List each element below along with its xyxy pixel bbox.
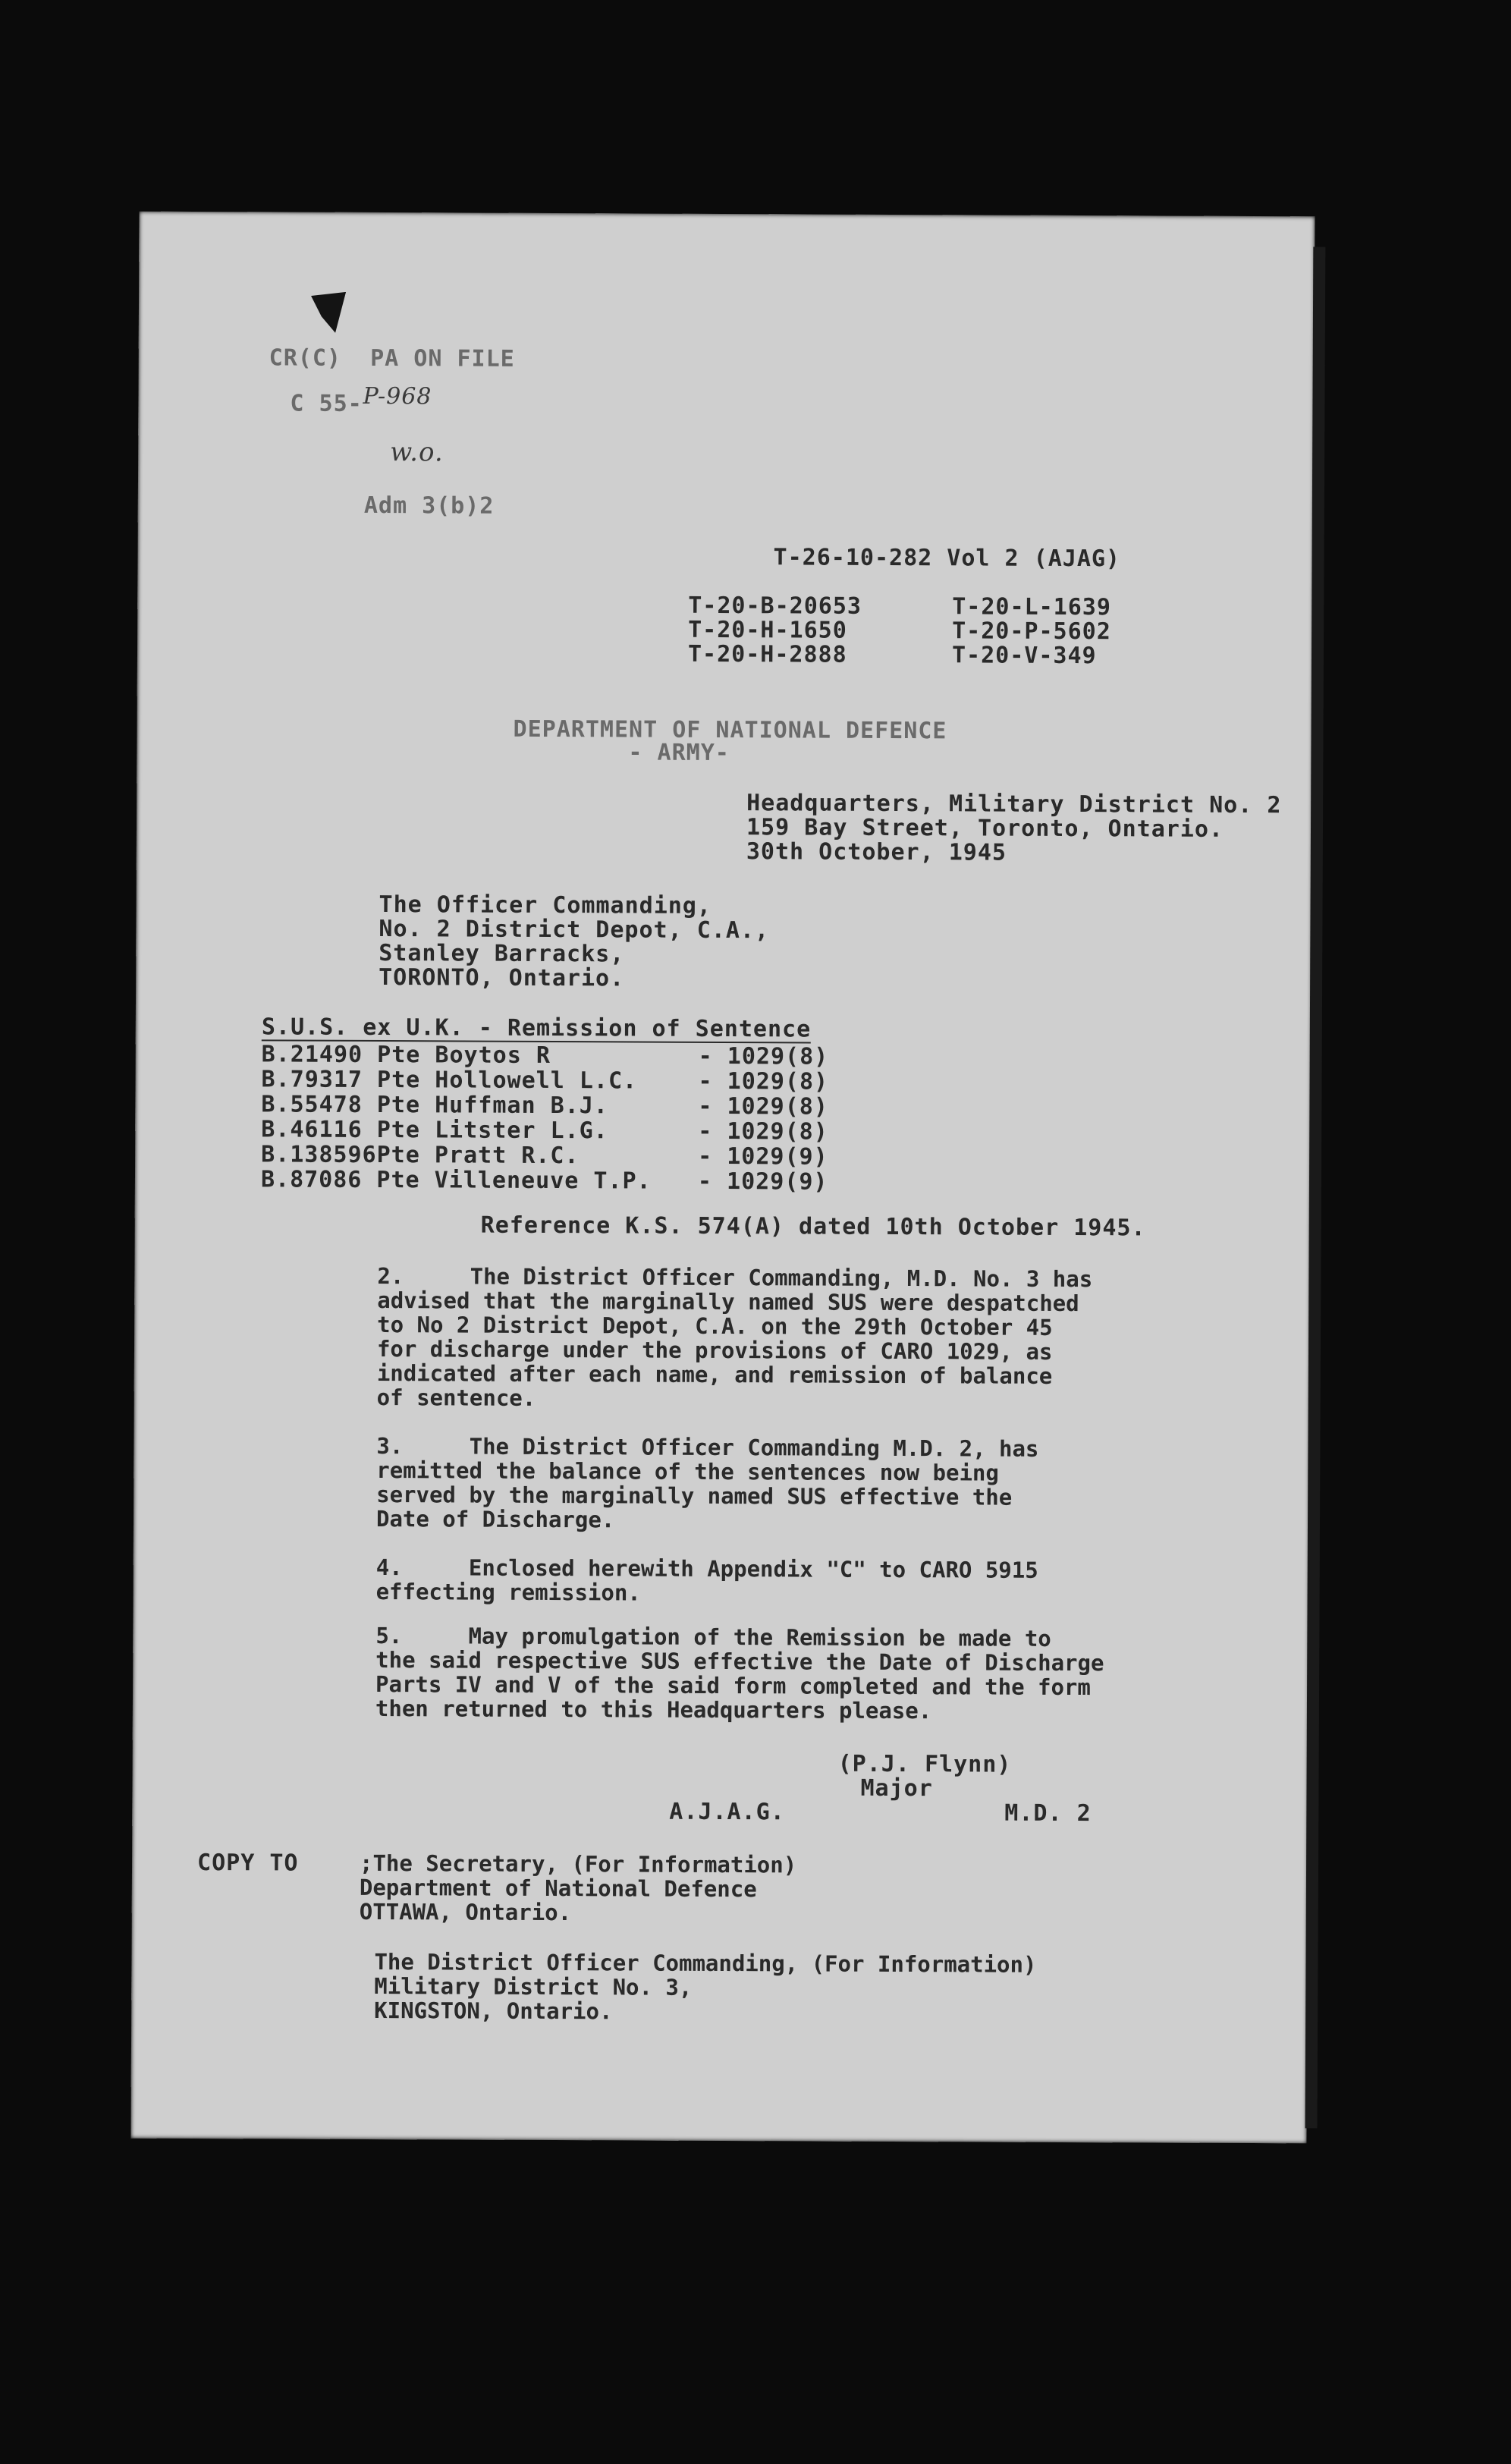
ink-blot (311, 292, 346, 333)
sender-address: 159 Bay Street, Toronto, Ontario. (746, 814, 1224, 843)
file-ref-left-3: T-20-H-2888 (687, 640, 847, 668)
paragraph-3: 3. The District Officer Commanding M.D. 2, has remitted the balance of the sentences now being served by the marginally named SUS effective the Date of Discharge. (375, 1433, 1039, 1533)
paragraph-4: 4. Enclosed herewith Appendix "C" to CARO 5915 effecting remission. (375, 1554, 1038, 1606)
department-heading: DEPARTMENT OF NATIONAL DEFENCE (513, 715, 947, 745)
file-mark-line2: C 55- (290, 390, 363, 417)
subject-title: S.U.S. ex U.K. - Remission of Sentence (261, 1014, 812, 1043)
file-ref-left-2: T-20-H-1650 (688, 616, 847, 644)
addressee-line4: TORONTO, Ontario. (379, 964, 625, 992)
file-ref-right-3: T-20-V-349 (951, 642, 1097, 670)
copy-to-label: COPY TO (196, 1849, 299, 1877)
reference-line: Reference K.S. 574(A) dated 10th October 1945. (480, 1212, 1146, 1242)
signatory-appointment: A.J.A.G. (669, 1798, 785, 1826)
signatory-district: M.D. 2 (1004, 1799, 1092, 1828)
subject-row (261, 1141, 828, 1171)
handwritten-initials: w.o. (390, 437, 444, 468)
file-mark-handwritten: P-968 (363, 382, 432, 410)
subject-row (260, 1166, 828, 1196)
soldier-name: B.87086 Pte Villeneuve T.P. (260, 1166, 652, 1195)
addressee-line3: Stanley Barracks, (379, 940, 625, 968)
paragraph-5: 5. May promulgation of the Remission be made to the said respective SUS effective the Date of Discharge Parts IV and V of the said form completed and the form then returned to this Headquarters please. (375, 1623, 1104, 1724)
document-sheet (130, 212, 1315, 2144)
caro-code: - 1029(9) (697, 1168, 828, 1196)
caro-code: - 1029(8) (698, 1092, 829, 1120)
signatory-name: (P.J. Flynn) (837, 1750, 1012, 1778)
soldier-name: B.138596Pte Pratt R.C. (261, 1141, 580, 1170)
addressee-line1: The Officer Commanding, (379, 891, 712, 919)
soldier-name: B.46116 Pte Litster L.G. (261, 1116, 608, 1145)
subject-row (261, 1041, 829, 1070)
adm-mark: Adm 3(b)2 (363, 492, 495, 520)
sender-hq: Headquarters, Military District No. 2 (746, 790, 1282, 819)
caro-code: - 1029(9) (698, 1142, 828, 1171)
caro-code: - 1029(8) (698, 1042, 829, 1070)
letter-date: 30th October, 1945 (746, 838, 1007, 866)
subject-row (261, 1091, 829, 1120)
copy-to-entry-1: ;The Secretary, (For Information) Department of National Defence OTTAWA, Ontario. (359, 1850, 797, 1926)
file-ref-right-1: T-20-L-1639 (952, 593, 1112, 621)
army-heading: - ARMY- (628, 739, 730, 767)
soldier-name: B.21490 Pte Boytos R (261, 1041, 551, 1070)
file-ref-right-2: T-20-P-5602 (952, 618, 1111, 646)
copy-to-entry-2: The District Officer Commanding, (For Information) Military District No. 3, KINGSTON, Ontario. (374, 1949, 1037, 2025)
soldier-name: B.79317 Pte Hollowell L.C. (261, 1066, 638, 1095)
subject-list (260, 1041, 829, 1196)
main-reference: T-26-10-282 Vol 2 (AJAG) (773, 544, 1121, 573)
caro-code: - 1029(8) (698, 1067, 829, 1095)
paragraph-2: 2. The District Officer Commanding, M.D. No. 3 has advised that the marginally named SUS were despatched to No 2 District Depot, C.A. on the 29th October 45 for discharge under the provisions of CARO 1029, as indicated after each name, and remission of balance of sentence. (376, 1263, 1093, 1411)
file-mark-line1: CR(C) PA ON FILE (269, 344, 515, 372)
subject-row (261, 1066, 829, 1095)
soldier-name: B.55478 Pte Huffman B.J. (261, 1091, 608, 1120)
subject-row (261, 1116, 828, 1146)
file-ref-left-1: T-20-B-20653 (688, 592, 862, 620)
addressee-line2: No. 2 District Depot, C.A., (379, 916, 770, 944)
caro-code: - 1029(8) (698, 1117, 828, 1146)
signatory-rank: Major (860, 1774, 933, 1802)
